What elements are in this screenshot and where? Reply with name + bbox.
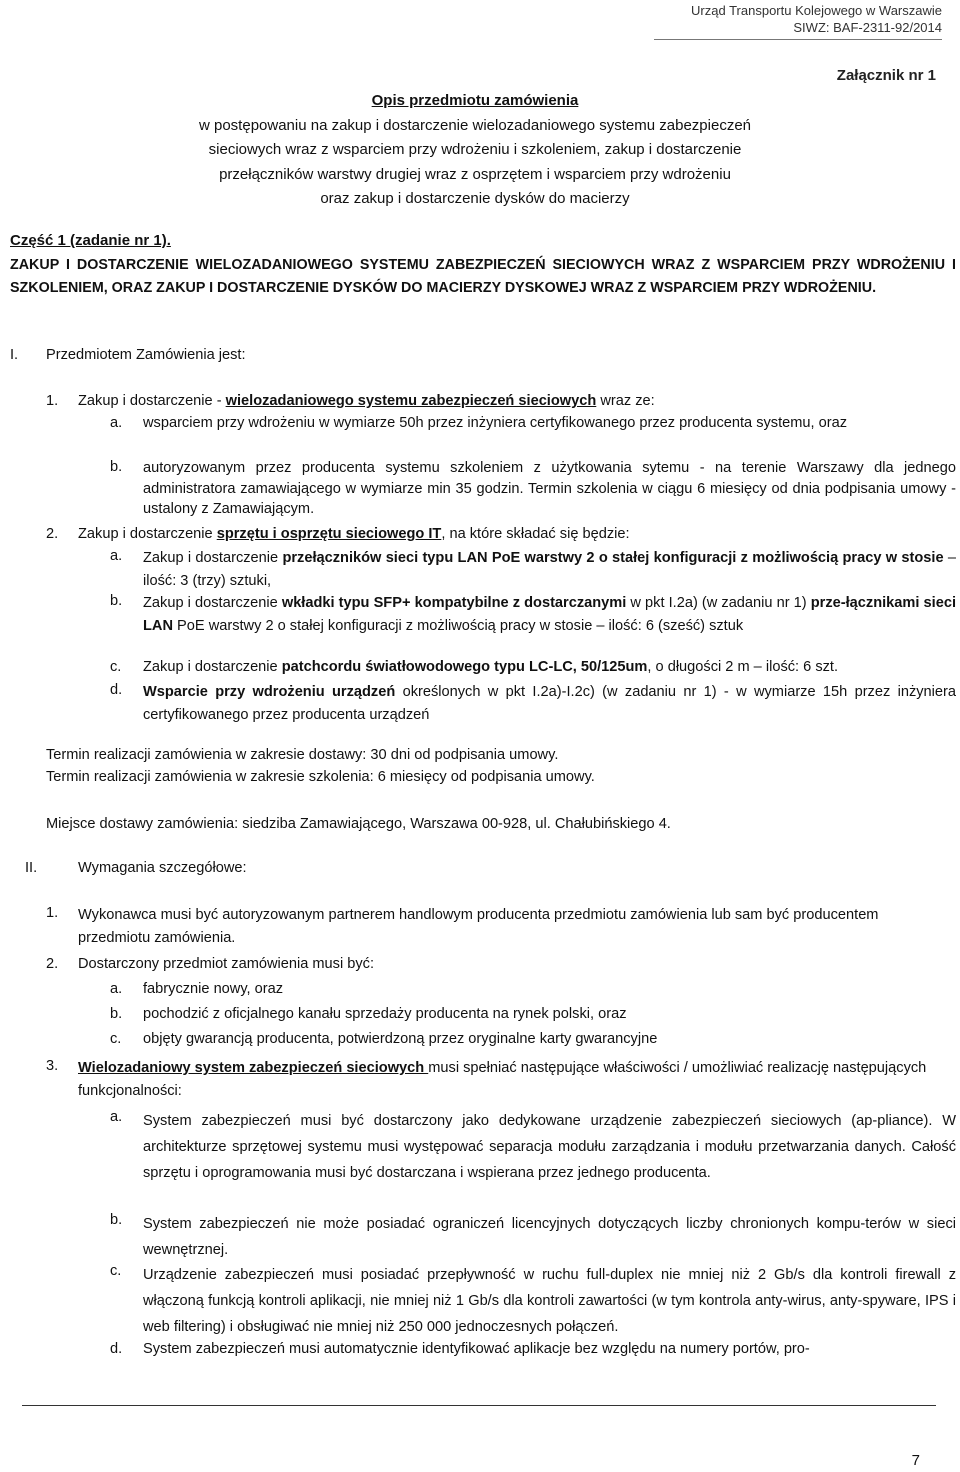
list-letter: d. [110,682,123,698]
list-item: wsparciem przy wdrożeniu w wymiarze 50h przez inżyniera certyfikowanego przez producenta systemu, oraz [143,415,848,431]
section-2-number: II. [25,860,38,876]
list-letter: a. [110,1109,123,1125]
section-1-title: Przedmiotem Zamówienia jest: [46,347,246,363]
list-number: 3. [46,1058,59,1074]
list-item: pochodzić z oficjalnego kanału sprzedaży producenta na rynek polski, oraz [143,1006,627,1022]
part-caps-text: ZAKUP I DOSTARCZENIE WIELOZADANIOWEGO SYSTEMU ZABEZPIECZEŃ SIECIOWYCH WRAZ Z WSPARCIEM PRZY WDROŻENIU I SZKOLENIEM, ORAZ ZAKUP I DOSTARCZENIE DYSKÓW DO MACIERZY DYSKOWEJ WRAZ Z WSPARCIEM PRZY WDROŻENIU. [10,257,956,296]
footer-rule [22,1405,936,1406]
list-item: fabrycznie nowy, oraz [143,981,284,997]
annex-label: Załącznik nr 1 [836,67,936,84]
header-rule [654,39,942,40]
list-number: 1. [46,905,59,921]
list-item: Zakup i dostarczenie przełączników sieci typu LAN PoE warstwy 2 o stałej konfiguracji z możliwością pracy w stosie – ilość: 3 (trzy) sztuki, [143,550,957,589]
list-letter: a. [110,981,123,997]
delivery-term: Termin realizacji zamówienia w zakresie dostawy: 30 dni od podpisania umowy. [46,747,559,763]
list-letter: a. [110,415,123,431]
list-item: Zakup i dostarczenie sprzętu i osprzętu sieciowego IT, na które składać się będzie: [78,526,630,542]
list-item: Zakup i dostarczenie - wielozadaniowego systemu zabezpieczeń sieciowych wraz ze: [78,393,655,409]
header-org: Urząd Transportu Kolejowego w Warszawie [691,3,942,18]
list-item: Wsparcie przy wdrożeniu urządzeń określonych w pkt I.2a)-I.2c) (w zadaniu nr 1) - w wymiarze 15h przez inżyniera certyfikowanego przez producenta urządzeń [143,684,956,723]
list-item: Wykonawca musi być autoryzowanym partnerem handlowym producenta przedmiotu zamówienia lub sam być producentem przedmiotu zamówienia. [78,907,879,946]
list-letter: c. [110,659,122,675]
title-line: sieciowych wraz z wsparciem przy wdrożeniu i szkoleniem, zakup i dostarczenie [208,141,742,159]
training-term: Termin realizacji zamówienia w zakresie szkolenia: 6 miesięcy od podpisania umowy. [46,769,595,785]
list-item: Zakup i dostarczenie patchcordu światłowodowego typu LC-LC, 50/125um, o długości 2 m – ilość: 6 szt. [143,659,839,675]
section-1-number: I. [10,347,19,363]
header-ref: SIWZ: BAF-2311-92/2014 [793,20,942,35]
list-item: Dostarczony przedmiot zamówienia musi być: [78,956,375,972]
emphasis: Wielozadaniowy system zabezpieczeń sieciowych [78,1060,429,1076]
page-number: 7 [911,1452,920,1469]
document-header [691,2,942,36]
list-item: System zabezpieczeń musi być dostarczony jako dedykowane urządzenie zabezpieczeń sieciowych (ap-pliance). W architekturze sprzętowej systemu musi występować separacja modułu zarządzania i modułu przetwarzania danych. Całość sprzętu i oprogramowania musi być dostarczana i wspierana przez jednego producenta. [143,1113,956,1181]
title-line: w postępowaniu na zakup i dostarczenie wielozadaniowego systemu zabezpieczeń [199,116,751,134]
title-block [100,89,850,212]
list-letter: b. [110,459,123,475]
list-item: objęty gwarancją producenta, potwierdzoną przez oryginalne karty gwarancyjne [143,1031,658,1047]
title-line: przełączników warstwy drugiej wraz z osprzętem i wsparciem przy wdrożeniu [219,165,731,183]
list-item: Zakup i dostarczenie wkładki typu SFP+ kompatybilne z dostarczanymi w pkt I.2a) (w zadaniu nr 1) prze-łącznikami sieci LAN PoE warstwy 2 o stałej konfiguracji z możliwością pracy w stosie – ilość: 6 (sześć) sztuk [143,595,957,634]
list-number: 2. [46,526,59,542]
title-line: oraz zakup i dostarczenie dysków do macierzy [320,190,630,208]
part-heading: Część 1 (zadanie nr 1). [10,232,171,249]
list-item: System zabezpieczeń musi automatycznie identyfikować aplikacje bez względu na numery portów, pro- [143,1341,810,1357]
list-number: 1. [46,393,59,409]
list-item: autoryzowanym przez producenta systemu szkoleniem z użytkowania sytemu - na terenie Warszawy dla jednego administratora zamawiającego w wymiarze min 35 godzin. Termin szkolenia w ciągu 6 miesięcy od dnia podpisania umowy - ustalony z Zamawiającym. [143,460,956,517]
list-item: Urządzenie zabezpieczeń musi posiadać przepływność w ruchu full-duplex nie mniej niż 2 Gb/s dla kontroli firewall z włączoną funkcją kontroli aplikacji, nie mniej niż 1 Gb/s dla kontroli zawartości (w tym kontrola anty-wirus, anty-spyware, IPS i web filtering) i obsługiwać nie mniej niż 250 000 jednoczesnych połączeń. [143,1267,956,1335]
list-item: Wielozadaniowy system zabezpieczeń sieciowych musi spełniać następujące właściwości / umożliwiać realizację następujących funkcjonalności: [78,1060,927,1099]
list-number: 2. [46,956,59,972]
title-heading: Opis przedmiotu zamówienia [371,92,579,109]
list-letter: c. [110,1031,122,1047]
list-letter: b. [110,1212,123,1228]
list-letter: b. [110,1006,123,1022]
delivery-place: Miejsce dostawy zamówienia: siedziba Zamawiającego, Warszawa 00-928, ul. Chałubińskiego 4. [46,816,671,832]
list-letter: d. [110,1341,123,1357]
emphasis: wielozadaniowego systemu zabezpieczeń sieciowych [225,393,597,409]
emphasis: sprzętu i osprzętu sieciowego IT [216,526,442,542]
list-letter: b. [110,593,123,609]
list-item: System zabezpieczeń nie może posiadać ograniczeń licencyjnych dotyczących liczby chronionych kompu-terów w sieci wewnętrznej. [143,1216,956,1258]
list-letter: a. [110,548,123,564]
section-2-title: Wymagania szczegółowe: [78,860,247,876]
list-letter: c. [110,1263,122,1279]
